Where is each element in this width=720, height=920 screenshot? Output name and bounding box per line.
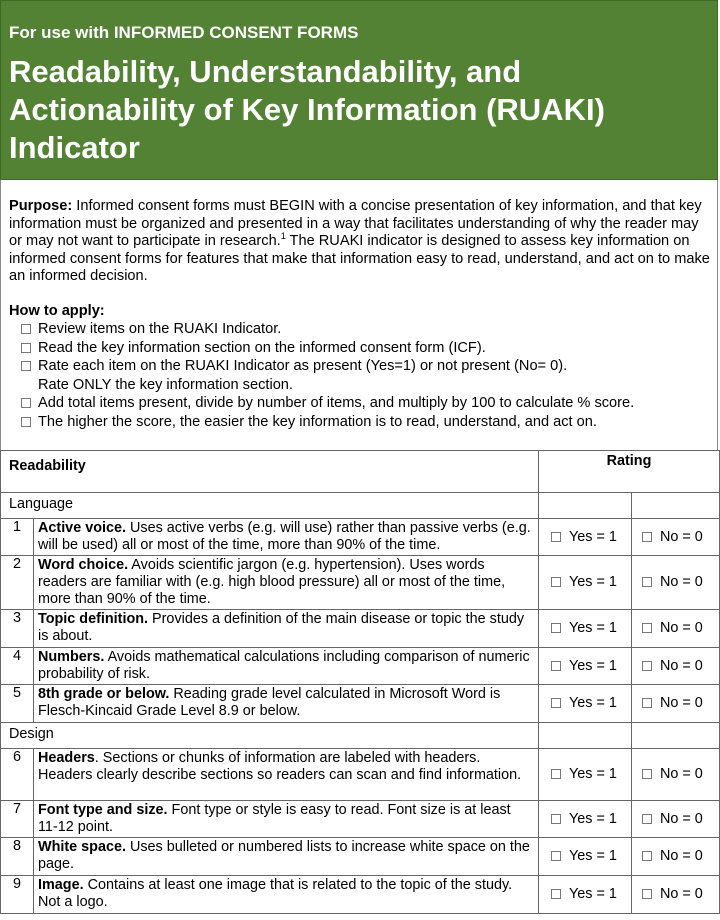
section-row (1, 493, 720, 519)
item-number: 4 (1, 648, 34, 685)
table-row (1, 801, 720, 838)
item-title: Active voice. (38, 520, 126, 536)
yes-label: Yes = 1 (569, 657, 617, 674)
item-description (34, 876, 539, 914)
checkbox-icon[interactable] (642, 769, 652, 779)
table-header-row (1, 451, 720, 493)
item-description (34, 556, 539, 610)
item-text: Font type or style is easy to read. Font size is at least 11-12 point. (38, 802, 511, 835)
checkbox-icon[interactable] (21, 361, 31, 371)
item-title: Headers (38, 750, 95, 766)
checkbox-icon[interactable] (21, 398, 31, 408)
table-row (1, 610, 720, 648)
no-option[interactable] (632, 801, 720, 838)
checkbox-icon[interactable] (642, 623, 652, 633)
table-row (1, 876, 720, 914)
section-row (1, 723, 720, 749)
checkbox-icon[interactable] (551, 577, 561, 587)
table-row (1, 749, 720, 801)
yes-option[interactable] (539, 838, 632, 876)
no-label: No = 0 (660, 574, 703, 590)
yes-option[interactable] (539, 876, 632, 914)
yes-label: Yes = 1 (569, 574, 617, 590)
item-description (34, 749, 539, 801)
how-to-heading: How to apply: (9, 303, 105, 319)
no-option[interactable] (632, 648, 720, 685)
yes-option[interactable] (539, 648, 632, 685)
how-to-step (21, 394, 711, 413)
table-row (1, 648, 720, 685)
how-to-step (21, 413, 711, 432)
yes-option[interactable] (539, 519, 632, 556)
empty-cell (539, 723, 632, 749)
item-title: Font type and size. (38, 802, 168, 818)
form-title: Readability, Understandability, and Actionability of Key Information (RUAKI) Indicator (9, 54, 605, 165)
how-to-steps (21, 320, 711, 431)
item-title: Numbers. (38, 649, 105, 665)
item-description (34, 648, 539, 685)
no-label: No = 0 (660, 657, 703, 674)
how-to-step (21, 357, 711, 394)
checkbox-icon[interactable] (21, 417, 31, 427)
item-description (34, 838, 539, 876)
empty-cell (632, 493, 720, 519)
no-option[interactable] (632, 610, 720, 648)
step-text: Add total items present, divide by number of items, and multiply by 100 to calculate % score. (38, 395, 635, 411)
no-label: No = 0 (660, 528, 703, 545)
checkbox-icon[interactable] (551, 698, 561, 708)
empty-cell (539, 493, 632, 519)
item-text: Provides a definition of the main disease or topic the study is about. (38, 611, 525, 644)
readability-header: Readability (1, 451, 539, 493)
rating-header: Rating (539, 451, 720, 493)
header-banner (0, 0, 718, 180)
item-description (34, 685, 539, 723)
step-text: Review items on the RUAKI Indicator. (38, 321, 282, 337)
checkbox-icon[interactable] (551, 661, 561, 671)
how-to-step (21, 339, 711, 358)
item-number: 8 (1, 838, 34, 876)
no-option[interactable] (632, 519, 720, 556)
no-option[interactable] (632, 685, 720, 723)
checkbox-icon[interactable] (642, 577, 652, 587)
no-label: No = 0 (660, 766, 703, 782)
checkbox-icon[interactable] (21, 324, 31, 334)
checkbox-icon[interactable] (642, 532, 652, 542)
checkbox-icon[interactable] (551, 769, 561, 779)
item-title: White space. (38, 839, 126, 855)
empty-cell (632, 723, 720, 749)
yes-option[interactable] (539, 610, 632, 648)
item-number: 2 (1, 556, 34, 610)
no-label: No = 0 (660, 695, 703, 711)
item-text: Contains at least one image that is related to the topic of the study. Not a logo. (38, 877, 513, 910)
no-option[interactable] (632, 556, 720, 610)
yes-option[interactable] (539, 556, 632, 610)
yes-label: Yes = 1 (569, 848, 617, 864)
item-text: . Sections or chunks of information are labeled with headers. Headers clearly describe sections so readers can scan and find information. (38, 750, 522, 783)
yes-label: Yes = 1 (569, 695, 617, 711)
item-text: Uses bulleted or numbered lists to increase white space on the page. (38, 839, 530, 872)
checkbox-icon[interactable] (642, 814, 652, 824)
yes-label: Yes = 1 (569, 528, 617, 545)
no-option[interactable] (632, 876, 720, 914)
checkbox-icon[interactable] (642, 851, 652, 861)
item-text: Avoids mathematical calculations including comparison of numeric probability of risk. (38, 649, 530, 682)
item-title: Topic definition. (38, 611, 149, 627)
step-text: Rate each item on the RUAKI Indicator as present (Yes=1) or not present (No= 0). (38, 358, 568, 374)
checkbox-icon[interactable] (551, 623, 561, 633)
table-row (1, 519, 720, 556)
ruaki-table (0, 450, 720, 914)
yes-option[interactable] (539, 749, 632, 801)
footnote-marker: 1 (280, 231, 286, 242)
checkbox-icon[interactable] (551, 814, 561, 824)
item-text: Reading grade level calculated in Microsoft Word is Flesch-Kincaid Grade Level 8.9 or below. (38, 686, 501, 719)
table-row (1, 685, 720, 723)
item-number: 6 (1, 749, 34, 801)
checkbox-icon[interactable] (642, 889, 652, 899)
yes-label: Yes = 1 (569, 620, 617, 636)
no-option[interactable] (632, 749, 720, 801)
section-label: Design (1, 723, 539, 749)
item-text: Uses active verbs (e.g. will use) rather than passive verbs (e.g. will be used) all or most of the time, more than 90% of the time. (38, 520, 531, 553)
item-number: 5 (1, 685, 34, 723)
item-text: Avoids scientific jargon (e.g. hypertension). Uses words readers are familiar with (e.g. high blood pressure) all or most of the time, more than 90% of the time. (38, 557, 506, 607)
step-text: The higher the score, the easier the key information is to read, understand, and act on. (38, 413, 597, 430)
step-text-note: Rate ONLY the key information section. (38, 376, 293, 393)
yes-label: Yes = 1 (569, 810, 617, 827)
how-to-step (21, 320, 711, 339)
step-text: Read the key information section on the informed consent form (ICF). (38, 339, 486, 356)
item-title: 8th grade or below. (38, 686, 170, 702)
intro-section (0, 180, 718, 450)
no-label: No = 0 (660, 810, 703, 827)
table-row (1, 838, 720, 876)
item-number: 1 (1, 519, 34, 556)
item-description (34, 519, 539, 556)
item-number: 3 (1, 610, 34, 648)
form-subtitle: For use with INFORMED CONSENT FORMS (9, 23, 359, 42)
yes-label: Yes = 1 (569, 766, 617, 782)
section-label: Language (1, 493, 539, 519)
checkbox-icon[interactable] (642, 661, 652, 671)
no-label: No = 0 (660, 848, 703, 864)
item-description (34, 801, 539, 838)
item-title: Image. (38, 877, 84, 893)
yes-option[interactable] (539, 801, 632, 838)
no-option[interactable] (632, 838, 720, 876)
yes-label: Yes = 1 (569, 886, 617, 902)
purpose-text-continued: The RUAKI indicator is designed to assess key information on informed consent forms for features that make that information easy to read, understand, and act on to make an informed decision. (9, 233, 710, 284)
checkbox-icon[interactable] (21, 343, 31, 353)
purpose-label: Purpose: (9, 198, 73, 214)
purpose-text: Informed consent forms must BEGIN with a concise presentation of key information, and that key information must be organized and presented in a way that facilitates understanding of why the reader may or may not want to participate in research. (9, 198, 702, 249)
checkbox-icon[interactable] (551, 889, 561, 899)
checkbox-icon[interactable] (642, 698, 652, 708)
item-description (34, 610, 539, 648)
checkbox-icon[interactable] (551, 851, 561, 861)
purpose-paragraph (9, 198, 713, 286)
checkbox-icon[interactable] (551, 532, 561, 542)
no-label: No = 0 (660, 620, 703, 636)
item-number: 7 (1, 801, 34, 838)
item-title: Word choice. (38, 557, 129, 573)
item-number: 9 (1, 876, 34, 914)
yes-option[interactable] (539, 685, 632, 723)
no-label: No = 0 (660, 886, 703, 902)
table-row (1, 556, 720, 610)
